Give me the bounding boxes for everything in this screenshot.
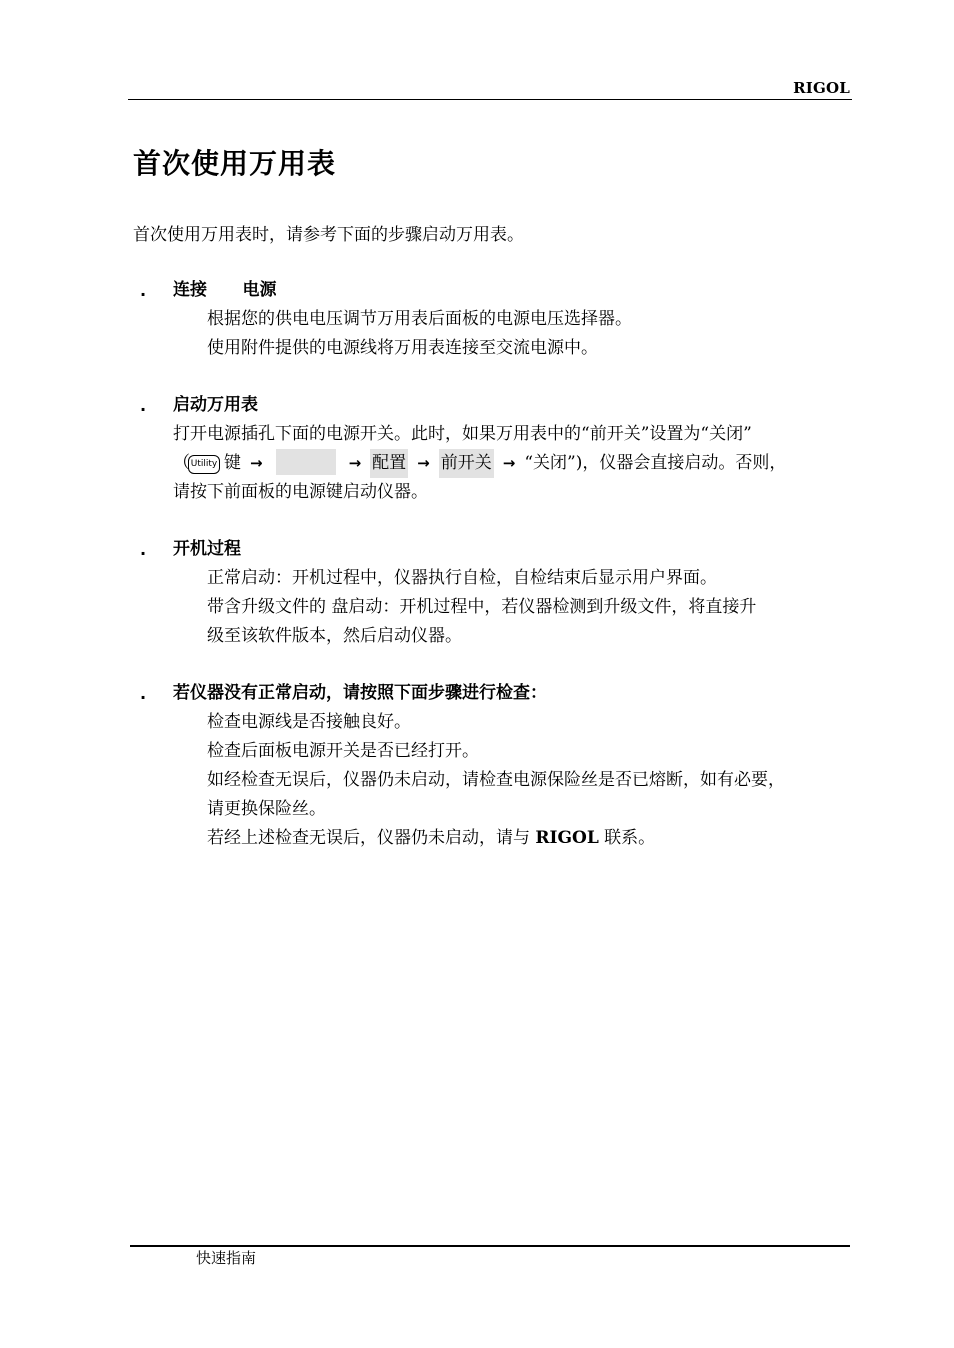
list-item: 正常启动：开机过程中，仪器执行自检，自检结束后显示用户界面。 (207, 568, 717, 588)
contact-text: 若经上述检查无误后，仪器仍未启动，请与 (207, 828, 536, 848)
arrow-right-icon: → (502, 454, 516, 472)
section-boot-process (140, 535, 852, 651)
list-item: 如经检查无误后，仪器仍未启动，请检查电源保险丝是否已熔断，如有必要， (207, 770, 785, 790)
list-item: 检查电源线是否接触良好。 (207, 712, 411, 732)
section-connect-power (140, 276, 852, 363)
bullet: . (140, 396, 147, 415)
arrow-right-icon: → (250, 454, 263, 472)
list-item: 根据您的供电电压调节万用表后面板的电源电压选择器。 (207, 309, 632, 329)
section-title: 开机过程 (173, 539, 241, 559)
page-title: 首次使用万用表 (133, 147, 337, 180)
paragraph-line: 打开电源插孔下面的电源开关。此时，如果万用表中的“前开关”设置为“关闭” (173, 424, 752, 444)
section-title: 连接 电源 (173, 280, 277, 300)
paragraph-tail: “关闭”)，仪器会直接启动。否则， (524, 453, 787, 473)
contact-text-end: 联系。 (598, 828, 656, 848)
list-item: 检查后面板电源开关是否已经打开。 (207, 741, 479, 761)
header-rule (128, 99, 852, 100)
section-heading (140, 679, 852, 708)
list-item: 请更换保险丝。 (207, 799, 326, 819)
section-heading (140, 391, 852, 420)
bullet: . (140, 684, 147, 703)
section-power-on (140, 391, 852, 507)
list-item: 级至该软件版本，然后启动仪器。 (207, 626, 462, 646)
softkey-front-switch: 前开关 (439, 449, 494, 478)
paragraph-line-keys (140, 449, 852, 478)
bullet: . (140, 540, 147, 559)
list-item: 带含升级文件的 盘启动：开机过程中，若仪器检测到升级文件，将直接升 (207, 597, 757, 617)
section-heading (140, 535, 852, 564)
header-brand: RIGOL (793, 79, 850, 97)
contact-brand: RIGOL (535, 828, 599, 848)
intro-paragraph: 首次使用万用表时，请参考下面的步骤启动万用表。 (133, 225, 524, 245)
softkey-blank (276, 449, 336, 475)
arrow-right-icon: → (417, 454, 430, 472)
arrow-right-icon: → (348, 454, 362, 472)
footer-text: 快速指南 (196, 1249, 257, 1267)
list-item-contact (140, 824, 852, 853)
list-item: 使用附件提供的电源线将万用表连接至交流电源中。 (207, 338, 598, 358)
section-title: 启动万用表 (173, 395, 258, 415)
section-troubleshoot (140, 679, 852, 853)
section-heading (140, 276, 852, 305)
paragraph-line: 请按下前面板的电源键启动仪器。 (173, 482, 428, 502)
key-word: 键 (224, 453, 241, 473)
section-title: 若仪器没有正常启动，请按照下面步骤进行检查： (173, 683, 547, 703)
bullet: . (140, 281, 147, 300)
softkey-config: 配置 (370, 449, 408, 478)
open-paren: （ (173, 453, 190, 473)
utility-key-icon: Utility (188, 455, 220, 474)
